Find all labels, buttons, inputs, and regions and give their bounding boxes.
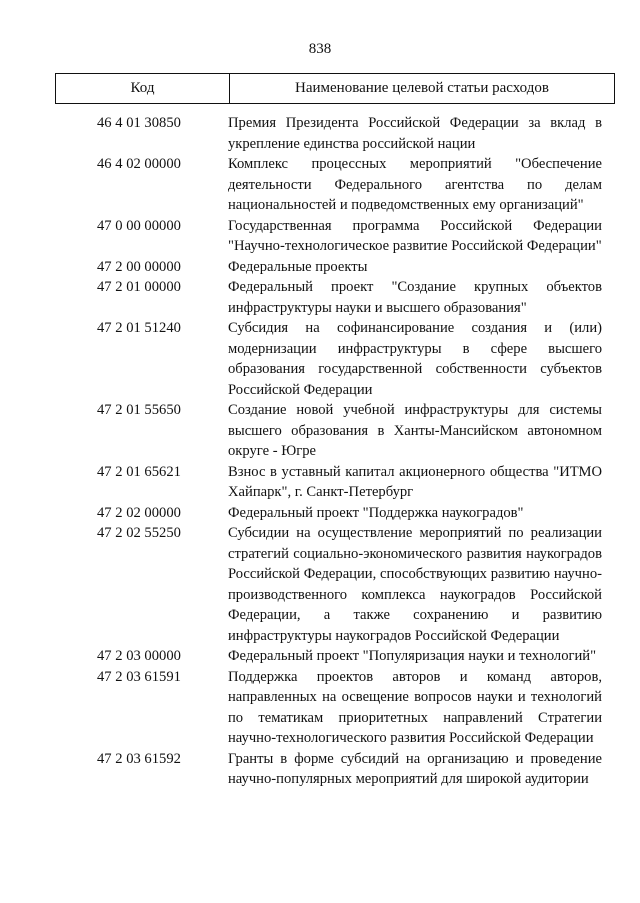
row-name: Субсидия на софинансирование создания и (или) модернизации инфраструктуры в сфере высшего образования государственной собственности субъектов Российской Федерации — [228, 320, 602, 398]
page-number: 838 — [308, 41, 332, 57]
row-name: Поддержка проектов авторов и команд авторов, направленных на освещение вопросов науки и технологий по тематикам приоритетных направлений Стратегии научно-технологического развития Российской Федерации — [228, 668, 602, 746]
row-name: Федеральный проект "Создание крупных объектов инфраструктуры науки и высшего образования" — [228, 279, 602, 316]
table-row — [0, 318, 640, 400]
row-code: 47 2 03 00000 — [97, 648, 181, 664]
table-row — [0, 667, 640, 749]
table-row — [0, 113, 640, 154]
table-row — [0, 462, 640, 503]
table-row — [0, 277, 640, 318]
row-name: Комплекс процессных мероприятий "Обеспечение деятельности Федерального агентства по делам национальностей и подведомственных ему организаций" — [228, 156, 602, 213]
row-code: 47 2 03 61592 — [97, 750, 181, 767]
table-row — [0, 646, 640, 667]
row-code: 47 2 03 61591 — [97, 668, 181, 685]
table-row — [0, 154, 640, 216]
table-row — [0, 749, 640, 790]
row-code: 46 4 01 30850 — [97, 115, 181, 131]
table-row — [0, 503, 640, 524]
row-code: 47 2 01 65621 — [97, 463, 181, 480]
row-name: Субсидии на осуществление мероприятий по реализации стратегий социально-экономического развития наукоградов Российской Федерации, способствующих развитию научно-производственного комплекса наукоградов Российской Федерации, а также сохранению и развитию инфраструктуры наукоградов Российской Федерации — [228, 525, 602, 644]
table-row — [0, 216, 640, 257]
row-name: Создание новой учебной инфраструктуры для системы высшего образования в Ханты-Мансийском автономном округе - Югре — [228, 402, 602, 459]
table-body — [0, 113, 640, 790]
table-row — [0, 400, 640, 462]
row-code: 47 2 01 55650 — [97, 402, 181, 418]
row-name: Федеральный проект "Поддержка наукоградов" — [228, 504, 524, 521]
row-name: Премия Президента Российской Федерации за вклад в укрепление единства российской нации — [228, 115, 602, 152]
row-code: 47 0 00 00000 — [97, 217, 181, 234]
row-code: 47 2 01 00000 — [97, 279, 181, 295]
table-row — [0, 523, 640, 646]
row-name: Взнос в уставный капитал акционерного общества "ИТМО Хайпарк", г. Санкт-Петербург — [228, 463, 602, 500]
header-name: Наименование целевой статьи расходов — [295, 80, 549, 96]
row-name: Федеральный проект "Популяризация науки и технологий" — [228, 648, 597, 664]
row-code: 47 2 01 51240 — [97, 320, 181, 336]
row-code: 47 2 02 00000 — [97, 504, 181, 521]
row-name: Государственная программа Российской Федерации "Научно-технологическое развитие Российской Федерации" — [228, 217, 602, 254]
row-code: 47 2 00 00000 — [97, 258, 181, 275]
header-code: Код — [56, 74, 230, 103]
row-name: Гранты в форме субсидий на организацию и проведение научно-популярных мероприятий для широкой аудитории — [228, 750, 602, 787]
row-name: Федеральные проекты — [228, 258, 368, 275]
row-code: 46 4 02 00000 — [97, 156, 181, 172]
table-row — [0, 257, 640, 278]
row-code: 47 2 02 55250 — [97, 525, 181, 541]
table-header — [55, 73, 615, 104]
